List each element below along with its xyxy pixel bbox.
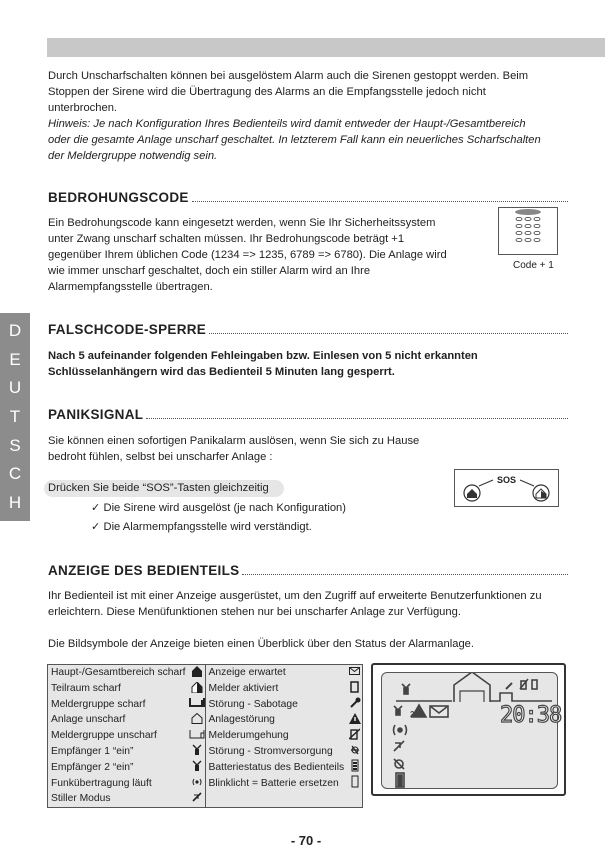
heading-text: PANIKSIGNAL [48, 407, 144, 422]
sos-illustration [454, 469, 559, 507]
table-row [48, 712, 363, 728]
section-heading-panic [48, 406, 568, 422]
dotted-leader [209, 333, 568, 334]
legend-label: Empfänger 1 “ein” [51, 745, 134, 757]
tab-letter: D [8, 321, 22, 341]
intro-paragraph [48, 68, 558, 164]
panic-line: bedroht fühlen, selbst bei unscharfer Anlage : [48, 451, 273, 463]
table-row [48, 775, 363, 791]
legend-label: Haupt-/Gesamtbereich scharf [51, 667, 186, 679]
keypad-icon [499, 208, 557, 254]
legend-label: Anlage unscharf [51, 714, 126, 726]
keypad-caption: Code + 1 [513, 260, 554, 271]
threat-line: wie immer unscharf geschaltet, doch ein stiller Alarm wird an Ihre [48, 265, 371, 277]
table-row [48, 696, 363, 712]
warning-icon [347, 712, 362, 728]
tab-letter: H [8, 492, 22, 512]
house-outline-icon [189, 712, 206, 728]
lcd-receiver-number: 2 [410, 710, 415, 719]
power-fault-icon [347, 743, 362, 759]
battery-icon [347, 759, 362, 775]
threat-paragraph [48, 215, 485, 295]
check-item-siren [91, 501, 346, 514]
table-row [48, 759, 363, 775]
lcd-screen [381, 672, 562, 789]
battery-empty-icon [347, 775, 362, 791]
language-side-tab [0, 313, 30, 521]
legend-label: Stiller Modus [51, 793, 111, 805]
dotted-leader [242, 574, 568, 575]
legend-label: Störung - Stromversorgung [208, 745, 333, 757]
heading-text: BEDROHUNGSCODE [48, 190, 189, 205]
detector-icon [347, 681, 362, 697]
section-heading-threat-code [48, 189, 568, 205]
false-code-paragraph [48, 348, 568, 380]
table-row [48, 665, 363, 681]
group-disarmed-icon [189, 728, 206, 744]
dotted-leader [192, 201, 568, 202]
symbol-legend-table [47, 664, 363, 808]
hint-line: Hinweis: Je nach Konfiguration Ihres Bedienteils wird damit entweder der Haupt-/Gesamtbereich [48, 118, 526, 130]
legend-label: Anlagestörung [208, 714, 275, 726]
intro-line: Stoppen der Sirene wird die Übertragung des Alarms an die Empfangsstelle jedoch nicht [48, 86, 486, 98]
heading-text: FALSCHCODE-SPERRE [48, 322, 207, 337]
panic-paragraph [48, 433, 558, 465]
tab-letter: C [8, 464, 22, 484]
table-row [48, 743, 363, 759]
legend-label: Batteriestatus des Bedienteils [208, 761, 345, 773]
section-heading-display [48, 562, 568, 578]
check-icon: ✓ [91, 521, 101, 533]
threat-line: Ein Bedrohungscode kann eingesetzt werden, wenn Sie Ihr Sicherheitssystem [48, 217, 436, 229]
header-bar [47, 38, 605, 57]
false-code-line: Schlüsselanhängern wird das Bedienteil 5 Minuten lang gesperrt. [48, 366, 395, 378]
threat-line: gegenüber Ihrem üblichen Code (1234 => 1235, 6789 => 6780). Die Anlage wird [48, 249, 447, 261]
sos-instruction-pill: Drücken Sie beide “SOS”-Tasten gleichzeitig [44, 480, 284, 497]
legend-label: Blinklicht = Batterie ersetzen [208, 777, 339, 789]
tab-letter: E [9, 349, 21, 369]
threat-line: Alarmempfangsstelle übertragen. [48, 281, 213, 293]
legend-label: Funkübertragung läuft [51, 777, 152, 789]
section-heading-false-code [48, 321, 568, 337]
legend-label: Empfänger 2 “ein” [51, 761, 134, 773]
silent-icon [189, 791, 206, 807]
house-filled-icon [189, 665, 206, 681]
panic-line: Sie können einen sofortigen Panikalarm auslösen, wenn Sie sich zu Hause [48, 435, 420, 447]
tab-letter: T [9, 406, 21, 426]
legend-label: Meldergruppe scharf [51, 698, 146, 710]
lcd-icons [382, 673, 557, 788]
legend-label: Meldergruppe unscharf [51, 730, 157, 742]
bypass-icon [347, 728, 362, 744]
check-text: Die Sirene wird ausgelöst (je nach Konfiguration) [103, 502, 347, 514]
envelope-icon [347, 665, 362, 681]
receiver-1-icon [189, 743, 206, 759]
threat-line: unter Zwang unscharf schalten müssen. Ihr Bedrohungscode beträgt +1 [48, 233, 405, 245]
tab-letter: S [9, 435, 21, 455]
receiver-2-icon [189, 759, 206, 775]
legend-label: Anzeige erwartet [208, 667, 286, 679]
lcd-display-illustration [371, 663, 566, 796]
table-row [48, 791, 363, 807]
radio-icon [189, 775, 206, 791]
table-row [48, 728, 363, 744]
heading-text: ANZEIGE DES BEDIENTEILS [48, 563, 240, 578]
wrench-icon [347, 696, 362, 712]
check-item-station [91, 520, 312, 533]
intro-line: Durch Unscharfschalten können bei ausgelöstem Alarm auch die Sirenen gestoppt werden. Beim [48, 70, 529, 82]
legend-label: Teilraum scharf [51, 683, 121, 695]
check-icon: ✓ [91, 502, 101, 514]
hint-line: oder die gesamte Anlage unscharf geschaltet. In letzterem Fall kann ein neuerliches Scharfschalten [48, 134, 541, 146]
hint-line: der Meldergruppe notwendig sein. [48, 150, 218, 162]
display-paragraph [48, 588, 568, 620]
lcd-clock: 20:38 [500, 703, 562, 728]
intro-line: unterbrochen. [48, 102, 118, 114]
table-row [48, 681, 363, 697]
dotted-leader [146, 418, 568, 419]
group-armed-icon [189, 696, 206, 712]
keypad-illustration [498, 207, 558, 255]
legend-label: Störung - Sabotage [208, 698, 298, 710]
check-text: Die Alarmempfangsstelle wird verständigt. [103, 521, 312, 533]
page-number: - 70 - [290, 833, 322, 848]
house-half-icon [189, 681, 206, 697]
legend-label: Melderumgehung [208, 730, 289, 742]
sos-label: SOS [497, 475, 517, 485]
display-overview-line: Die Bildsymbole der Anzeige bieten einen Überblick über den Status der Alarmanlage. [48, 638, 474, 650]
legend-label: Melder aktiviert [208, 683, 279, 695]
display-line: erleichtern. Diese Menüfunktionen stehen nur bei unscharfer Anlage zur Verfügung. [48, 606, 461, 618]
false-code-line: Nach 5 aufeinander folgenden Fehleingaben bzw. Einlesen von 5 nicht erkannten [48, 350, 478, 362]
tab-letter: U [8, 378, 22, 398]
display-line: Ihr Bedienteil ist mit einer Anzeige ausgerüstet, um den Zugriff auf erweiterte Benutzerfunktionen zu [48, 590, 542, 602]
